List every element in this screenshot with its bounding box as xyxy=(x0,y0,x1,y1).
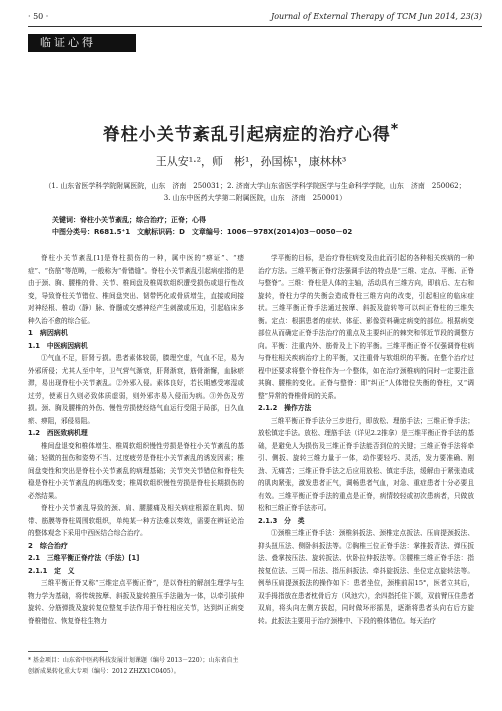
page-number: · 50 · xyxy=(28,12,49,21)
header-rule xyxy=(28,26,482,27)
paragraph: ①颈椎三维正脊手法：颈椎斜扳法、颈椎定点扳法、压肩提颈扳法、抑头扭压法、侧卧斜扳法等。②胸椎三位正脊手法：掌推扳背法、弹压扳法、叠掌按压法、旋转扳法、伏卧拉伸扳法等。③腰椎三维正脊手法：指按复位法、三周一吊法、指压斜扳法、牵抖旋扳法、坐位定点旋转法等。例举压肩提颈扳法的操作如下：患者坐位，颈椎前屈15°，医者立其后，双手拇指放在患者枕骨后方（风池穴），余四指托住下颌，双前臂压住患者双肩，将头向左侧方拔起，同时做环形摇晃，逐渐将患者头向右后方旋转。此扳法主要用于治疗颈椎中、下段的椎体错位。每天治疗 xyxy=(258,529,474,625)
paragraph: 三维平衡正脊手法分三步进行，即放松、理筋手法；三维正脊手法；放松镇定手法。放松、理筋手法（详见2.2推拿）是三维平衡正脊手法的基础，是避免人为损伤及三维正脊手法能否到位的关键；三维正脊手法将牵引、侧扳、旋转三维力量于一体，动作要轻巧、灵活，发力要准确、刚劲、无痛苦；三维正脊手法之后应用放松、镇定手法，缓解由于紧张造成的肌肉紧张，激发患者正气，调畅患者气血，对急、重症患者十分必要且有效。三维平衡正脊手法的重点是正脊，病情较轻或初次患病者，只做放松和三维正脊手法亦可。 xyxy=(258,416,474,512)
paragraph: 椎间盘退变和椎体增生、椎周软组织慢性劳损是脊柱小关节紊乱的基础；轻微的扭伤和姿势不当、过度疲劳是脊柱小关节紊乱的诱发因素；椎间盘变性和突出是脊柱小关节紊乱的病理基础；关节突关节错位和脊柱失稳是脊柱小关节紊乱的病理改变；椎周软组织慢性劳损是脊柱长期损伤的必然结果。 xyxy=(28,441,244,500)
paragraph: 学平衡的目标，是治疗脊柱病变及由此而引起的各种相关疾病的一种治疗方法。三维平衡正脊疗法强调手法的特点是“三维、定点、平衡、正脊与整脊”。三维：脊柱是人体的主轴，活动具有三维方向，即前后、左右和旋转，脊柱力学的失衡会造成脊柱三维方向的改变，引起相应的临床症状。三维平衡正脊手法通过按摩、斜扳及旋转等可以纠正脊柱的三维失衡。定点：根据患者的症状、体征、影像资料确定病变的部位。根据病变部位从而确定正脊手法治疗的重点及主要纠正的棘突和邻近节段的调整方向。平衡：注重内外、筋骨及上下的平衡。三维平衡正脊不仅强调脊柱病与脊柱相关疾病治疗上的平衡，又注重骨与软组织的平衡。在整个治疗过程中还要求将整个脊柱作为一个整体，如在治疗颈椎病的同时一定要注意其胸、腰椎的变化。正脊与整脊：即“纠正”人体错位失衡的脊柱，又“调整”异常的脊椎骨间的关系。 xyxy=(258,254,474,400)
left-column xyxy=(28,252,244,627)
keywords: 关键词：脊柱小关节紊乱；综合治疗；正脊；心得 xyxy=(52,216,206,224)
journal-title: Journal of External Therapy of TCM Jun 2014, 23(3) xyxy=(270,12,482,21)
affiliations xyxy=(28,180,482,204)
section-heading: 1.2 西医致病机理 xyxy=(28,429,88,437)
section-heading: 1.1 中医病因病机 xyxy=(28,341,88,350)
footnote-rule xyxy=(28,651,108,652)
running-header xyxy=(28,10,482,24)
article-title xyxy=(0,120,502,145)
author-list: 王从安¹·²，师 彬¹，孙国栋¹，康林林³ xyxy=(155,155,347,168)
section-heading: 2.1.3 分 类 xyxy=(258,516,305,525)
section-heading: 2 综合治疗 xyxy=(28,541,68,550)
classification-info: 中图分类号：R681.5⁺1 文献标识码：D 文章编号：1006－978X(2014)03－0050－02 xyxy=(52,228,353,236)
section-heading: 1 病因病机 xyxy=(28,329,68,337)
paragraph: ①气血不足，肝肾亏损。患者素体较弱，腠理空虚，气血不足，易为外邪所侵；尤其人至中年，卫气营气渐衰，肝肾渐衰，筋骨渐懈，血脉瘀滞，易出现脊柱小关节紊乱。②外邪入侵。素体良好，若长期感受寒湿或过劳，使素日久则必致体质虚弱，则外邪亦易入侵而为病。③外伤及劳损。颈、胸及腰椎的外伤、慢性劳损使经络气血运行受阻于局部，日久血瘀、痹阻，邪侵易阻。 xyxy=(28,354,244,425)
title-footnote-mark: * xyxy=(390,121,400,138)
section-heading: 2.1.2 操作方法 xyxy=(258,404,312,412)
right-column xyxy=(258,252,474,627)
paragraph: 脊柱小关节紊乱导致的颈、肩、腰腿痛及相关病症根源在肌肉、韧带、筋膜等脊柱周围软组织，单纯某一种方法难以奏效，需要在辨证论治的整体观念下采用中西医结合综合治疗。 xyxy=(28,504,244,537)
section-banner-label: 临证心得 xyxy=(40,36,96,49)
section-heading: 2.1.1 定 义 xyxy=(28,566,75,575)
footnote: * 基金项目：山东省中医药科技发展计划课题（编号 2013－220）；山东省自主创新成果转化重大专项（编号：2012 ZHZX1C0405）。 xyxy=(28,657,239,675)
keyword-block xyxy=(52,214,472,238)
affiliation-line-1: （1. 山东省医学科学院附属医院，山东 济南 250031；2. 济南大学山东省医学科学院医学与生命科学学院，山东 济南 250062； xyxy=(44,182,466,190)
paragraph: 脊柱小关节紊乱[1]是脊柱损伤的一种，属中医的“痹证”、“痿症”、“伤筋”等范畴，一般称为“骨错缝”。脊柱小关节紊乱引起病症指的是由于颈、胸、腰椎的骨、关节、椎间盘及椎周软组织遭受损伤或退行性改变，导致脊柱关节错位、椎间盘突出、韧带钙化或骨质增生，直接或间接对神经根、椎动（静）脉、脊髓或交感神经产生刺激或压迫，引起临床多种久治不愈的综合征。 xyxy=(28,254,244,325)
affiliation-line-2: 3. 山东中医药大学第二附属医院，山东 济南 250001） xyxy=(163,194,347,202)
section-heading: 2.1 三维平衡正脊疗法（手法）[1] xyxy=(28,554,140,562)
paragraph: 三维平衡正脊又称“三维定点平衡正脊”，是以脊柱的解剖生理学与生物力学为基础，将传统按摩、斜扳及旋转推压手法融为一体，以牵引拔伸旋转、分筋弹拨及旋转复位整复手法作用于脊柱相应关节，达到纠正病变脊椎错位、恢复脊柱生物力 xyxy=(28,579,244,625)
article-title-text: 脊柱小关节紊乱引起病症的治疗心得 xyxy=(102,125,391,145)
section-banner xyxy=(28,34,136,52)
